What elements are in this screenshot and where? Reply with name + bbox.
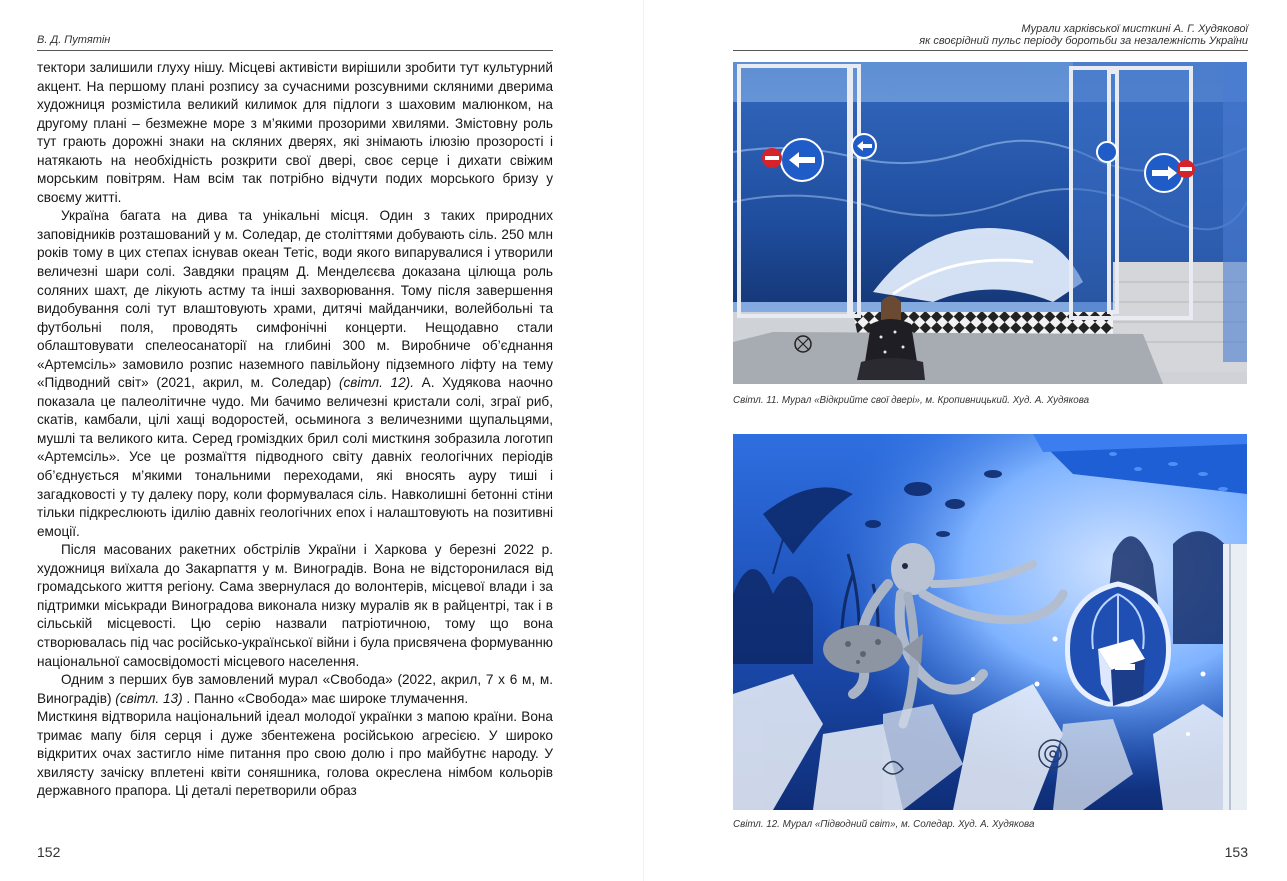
paragraph-2: [37, 207, 553, 541]
right-running-head: [733, 23, 1248, 47]
right-running-head-line-1: Мурали харківської мисткині А. Г. Худякової: [1021, 23, 1248, 35]
paragraph-1-text: тектори залишили глуху нішу. Місцеві активісти вирішили зробити тут культурний акцент. На першому плані розпису за сучасними розсувними скляними дверима художниця розмістила великий килимок для підлоги з шаховим малюнком, на другому плані – безмежне море з м’якими прозорими хвилями. Змістовну роль тут грають дорожні знаки на скляних дверях, які знімають ілюзію прозорості і натякають на необхідність розкрити свої двері, своє серце і дихати свіжим морським повітрям. Нам всім так потрібно відчути подих морського бризу у своєму житті.: [37, 60, 553, 205]
road-sign-small-left: [852, 134, 876, 158]
left-body-text: [37, 59, 553, 801]
paragraph-2-text-b: А. Худякова наочно показала це палеолітичне чудо. Ми бачимо величезні кристали солі, зграї риб, скатів, камбали, цілі хащі водоростей, осьминога з величезними щупальцями, мушлі та великого кита. Серед громіздких брил солі мисткиня зобразила логотип «Артемсіль». Усе це розмаїття підводного світу давніх геологічних періодів об’єднується м’якими тональними переходами, які вносять ауру тиші і загадковості у ту далеку пору, коли формувалася сіль. Навколишні бетонні стіни тільки підкреслюють ідилію давніх геологічних епох і налаштовують на позитивні емоції.: [37, 375, 553, 539]
figure-12-caption: Світл. 12. Мурал «Підводний світ», м. Соледар. Худ. А. Худякова: [733, 819, 1035, 830]
left-header-rule: [37, 50, 553, 51]
artemsil-logo: [1068, 584, 1169, 706]
left-running-head: В. Д. Путятін: [37, 34, 111, 46]
right-running-head-line-2: як своєрідний пульс періоду боротьби за незалежність України: [919, 35, 1248, 47]
paragraph-3: [37, 541, 553, 671]
figure-11-caption: Світл. 11. Мурал «Відкрийте свої двері», м. Кропивницький. Худ. А. Худякова: [733, 395, 1090, 406]
road-sign-left: [781, 139, 823, 181]
page-gutter: [643, 0, 644, 881]
figure-ref-13: (світл. 13): [115, 690, 183, 706]
figure-ref-12: (світл. 12).: [338, 375, 414, 391]
right-page-number: 153: [1224, 844, 1248, 860]
paragraph-4-text-b: . Панно «Свобода» має широке тлумачення.: [186, 690, 469, 706]
mural-photo-underwater-world: [733, 434, 1247, 810]
mural-underwater-illustration: [733, 434, 1247, 810]
right-header-rule: [733, 50, 1248, 51]
road-sign-right: [1145, 154, 1183, 192]
paragraph-2-text-a: Україна багата на дива та унікальні місця. Один з таких природних заповідників розташований у м. Соледар, де століттями добувають сіль. 250 млн років тому в цих степах існував океан Тетіс, води якого випарувалися і утворили величезні шари солі. Завдяки працям Д. Менделєєва доказана цілюща роль соляних шахт, де лікують астму та інші захворювання. Тому після завершення видобування солі тут влаштовують храми, дитячі майданчики, волейбольні та футбольні поля, проводять симфонічні концерти. Нещодавно стали облаштовувати спелеосанаторії на глибині 300 м. Виробниче об’єднання «Артемсіль» замовило розпис наземного павільйону підземного ліфту на тему «Підводний світ» (2021, акрил, м. Соледар): [37, 208, 553, 391]
paragraph-5: [37, 708, 553, 801]
left-page-number: 152: [37, 844, 61, 860]
mural-open-doors-illustration: [733, 62, 1247, 384]
paragraph-4-text-a: Одним з перших був замовлений мурал «Свобода» (2022, акрил, 7 х 6 м, м. Виноградів): [37, 672, 553, 706]
paragraph-4: [37, 671, 553, 708]
paragraph-5-text: Мисткиня відтворила національний ідеал молодої українки з мапою країни. Вона тримає мапу біля серця і дуже збентежена російською агресією. У широко відкритих очах застигло німе питання про свою долю і про майбутнє народу. У хвилясту зачіску вплетені квіти соняшника, голова окреслена німбом кольорів державного прапора. Ці деталі перетворили образ: [37, 709, 553, 799]
mural-photo-open-your-doors: [733, 62, 1247, 384]
paragraph-3-text: Після масованих ракетних обстрілів України і Харкова у березні 2022 р. художниця виїхала до Закарпаття у м. Виноградів. Вона не відсторонилася від громадського життя регіону. Сама звернулася до волонтерів, місцевої влади і за підтримки міськради Виноградова виконала низку муралів як в райцентрі, так і в сільській місцевості. Цю серію назвали патріотичною, тому що вона створювалась під час російсько-української війни і була присвячена формуванню національної самосвідомості місцевого населення.: [37, 542, 553, 669]
paragraph-1: [37, 59, 553, 207]
